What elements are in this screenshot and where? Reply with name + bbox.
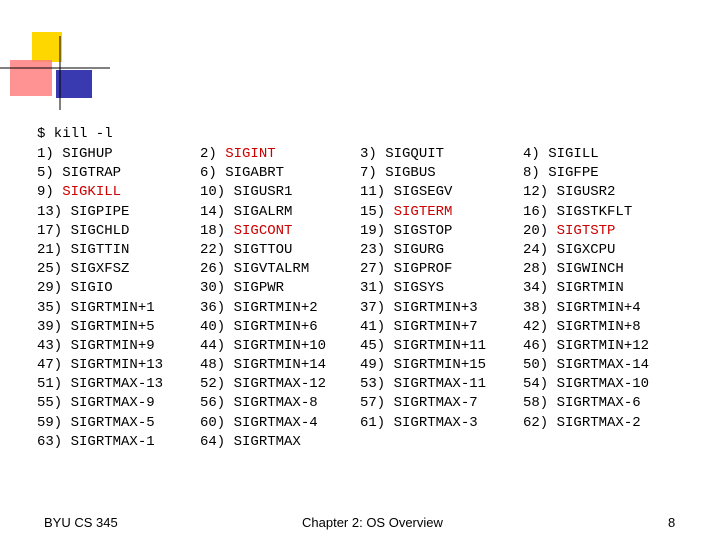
signal-number: 29): [37, 280, 63, 297]
signal-number: 52): [200, 376, 226, 393]
signal-name: SIGWINCH: [556, 261, 624, 278]
signal-number: 27): [360, 261, 386, 278]
signal-number: 54): [523, 376, 549, 393]
signal-number: 48): [200, 357, 226, 374]
signal-entry: [37, 260, 163, 279]
signal-name: SIGFPE: [548, 165, 599, 182]
signal-entry: [200, 203, 326, 222]
signal-name: SIGSTKFLT: [556, 203, 633, 220]
signal-number: 34): [523, 280, 549, 297]
signal-name: SIGRTMAX-3: [393, 414, 478, 431]
signal-entry: [523, 299, 649, 318]
signal-name: SIGSTOP: [393, 222, 453, 239]
signal-name: SIGRTMAX-4: [233, 414, 318, 431]
signal-number: 17): [37, 222, 63, 239]
signal-name: SIGXFSZ: [70, 261, 130, 278]
signal-entry: [37, 394, 163, 413]
signal-entry: [37, 299, 163, 318]
signal-name: SIGSEGV: [393, 184, 453, 201]
signal-entry: [200, 183, 326, 202]
signal-entry: [200, 433, 326, 452]
signal-entry: [360, 414, 486, 433]
signal-name: SIGRTMAX-10: [556, 376, 650, 393]
signal-number: 19): [360, 222, 386, 239]
signal-name: SIGRTMIN+4: [556, 299, 641, 316]
signal-number: 49): [360, 357, 386, 374]
signal-name: SIGTTOU: [233, 241, 293, 258]
signal-entry: [37, 318, 163, 337]
signal-name: SIGRTMIN+5: [70, 318, 155, 335]
signal-entry: [200, 279, 326, 298]
signal-entry: [360, 279, 486, 298]
signal-number: 14): [200, 203, 226, 220]
signal-name: SIGKILL: [62, 184, 122, 201]
signal-number: 41): [360, 318, 386, 335]
signal-entry: [37, 337, 163, 356]
signal-number: 55): [37, 395, 63, 412]
signal-entry: [37, 145, 163, 164]
signal-name: SIGCHLD: [70, 222, 130, 239]
signal-entry: [523, 203, 649, 222]
signal-entry: [37, 241, 163, 260]
signal-name: SIGCONT: [233, 222, 293, 239]
signal-entry: [523, 337, 649, 356]
signal-entry: [200, 164, 326, 183]
signal-entry: [523, 279, 649, 298]
signal-name: SIGBUS: [385, 165, 436, 182]
signal-entry: [200, 394, 326, 413]
signal-name: SIGILL: [548, 146, 599, 162]
signal-name: SIGRTMIN+11: [393, 337, 487, 354]
signal-entry: [360, 337, 486, 356]
signal-number: 9): [37, 184, 54, 201]
signal-column-3: [360, 145, 486, 433]
signal-number: 51): [37, 376, 63, 393]
signal-entry: [360, 356, 486, 375]
signal-number: 57): [360, 395, 386, 412]
signal-entry: [200, 145, 326, 164]
signal-number: 35): [37, 299, 63, 316]
signal-number: 36): [200, 299, 226, 316]
signal-number: 61): [360, 414, 386, 431]
signal-name: SIGRTMIN+12: [556, 337, 650, 354]
signal-name: SIGRTMIN+6: [233, 318, 318, 335]
signal-name: SIGRTMAX-6: [556, 395, 641, 412]
signal-number: 56): [200, 395, 226, 412]
signal-entry: [200, 356, 326, 375]
signal-name: SIGRTMIN+13: [70, 357, 164, 374]
signal-name: SIGRTMAX-13: [70, 376, 164, 393]
signal-entry: [37, 164, 163, 183]
signal-number: 59): [37, 414, 63, 431]
signal-entry: [360, 299, 486, 318]
signal-entry: [523, 145, 649, 164]
signal-entry: [523, 222, 649, 241]
signal-name: SIGVTALRM: [233, 261, 310, 278]
signal-entry: [360, 260, 486, 279]
signal-name: SIGRTMAX-14: [556, 357, 650, 374]
signal-number: 44): [200, 337, 226, 354]
signal-name: SIGIO: [70, 280, 113, 297]
signal-name: SIGRTMAX-9: [70, 395, 155, 412]
signal-name: SIGRTMIN+9: [70, 337, 155, 354]
signal-name: SIGRTMIN+15: [393, 357, 487, 374]
signal-name: SIGURG: [393, 241, 445, 258]
slide-logo-icon: [0, 0, 110, 110]
signal-name: SIGRTMIN+8: [556, 318, 641, 335]
signal-number: 38): [523, 299, 549, 316]
signal-number: 53): [360, 376, 386, 393]
signal-entry: [37, 414, 163, 433]
signal-entry: [360, 394, 486, 413]
signal-number: 13): [37, 203, 63, 220]
signal-name: SIGPWR: [233, 280, 285, 297]
signal-name: SIGRTMIN+14: [233, 357, 327, 374]
signal-name: SIGALRM: [233, 203, 293, 220]
signal-name: SIGTERM: [393, 203, 453, 220]
footer-center: Chapter 2: OS Overview: [302, 515, 443, 530]
signal-entry: [523, 356, 649, 375]
signal-number: 5): [37, 165, 54, 182]
signal-number: 15): [360, 203, 386, 220]
signal-number: 40): [200, 318, 226, 335]
signal-number: 8): [523, 165, 540, 182]
signal-entry: [360, 318, 486, 337]
signal-entry: [523, 394, 649, 413]
signal-number: 4): [523, 146, 540, 162]
signal-number: 60): [200, 414, 226, 431]
signal-number: 64): [200, 433, 226, 450]
signal-number: 43): [37, 337, 63, 354]
signal-column-1: [37, 145, 163, 452]
signal-name: SIGXCPU: [556, 241, 616, 258]
signal-number: 10): [200, 184, 226, 201]
signal-entry: [523, 183, 649, 202]
signal-entry: [37, 222, 163, 241]
signal-number: 30): [200, 280, 226, 297]
signal-name: SIGPROF: [393, 261, 453, 278]
signal-entry: [360, 203, 486, 222]
signal-entry: [360, 375, 486, 394]
signal-entry: [360, 241, 486, 260]
signal-entry: [200, 299, 326, 318]
signal-name: SIGABRT: [225, 165, 285, 182]
signal-entry: [523, 414, 649, 433]
signal-column-2: [200, 145, 326, 452]
signal-entry: [360, 183, 486, 202]
signal-name: SIGTTIN: [70, 241, 130, 258]
signal-entry: [37, 375, 163, 394]
signal-number: 24): [523, 241, 549, 258]
signal-name: SIGPIPE: [70, 203, 130, 220]
signal-name: SIGRTMAX-11: [393, 376, 487, 393]
signal-name: SIGRTMAX-1: [70, 433, 155, 450]
signal-number: 2): [200, 146, 217, 162]
signal-number: 50): [523, 357, 549, 374]
signal-number: 37): [360, 299, 386, 316]
signal-number: 47): [37, 357, 63, 374]
signal-name: SIGSYS: [393, 280, 445, 297]
signal-number: 18): [200, 222, 226, 239]
signal-number: 12): [523, 184, 549, 201]
footer-left: BYU CS 345: [44, 515, 118, 530]
signal-entry: [200, 375, 326, 394]
signal-name: SIGTSTP: [556, 222, 616, 239]
signal-number: 26): [200, 261, 226, 278]
signal-number: 21): [37, 241, 63, 258]
signal-entry: [360, 145, 486, 164]
signal-entry: [523, 241, 649, 260]
page-number: 8: [668, 515, 676, 530]
signal-number: 1): [37, 146, 54, 162]
signal-name: SIGRTMIN+7: [393, 318, 478, 335]
signal-name: SIGRTMAX-5: [70, 414, 155, 431]
signal-entry: [200, 318, 326, 337]
signal-entry: [200, 260, 326, 279]
signal-number: 58): [523, 395, 549, 412]
signal-name: SIGRTMIN: [556, 280, 624, 297]
signal-entry: [523, 375, 649, 394]
signal-entry: [200, 414, 326, 433]
signal-number: 20): [523, 222, 549, 239]
signal-entry: [37, 203, 163, 222]
signal-number: 6): [200, 165, 217, 182]
signal-name: SIGHUP: [62, 146, 113, 162]
signal-entry: [37, 356, 163, 375]
signal-name: SIGUSR2: [556, 184, 616, 201]
signal-number: 16): [523, 203, 549, 220]
signal-name: SIGRTMAX-12: [233, 376, 327, 393]
signal-number: 25): [37, 261, 63, 278]
signal-number: 39): [37, 318, 63, 335]
signal-name: SIGRTMIN+1: [70, 299, 155, 316]
signal-name: SIGRTMAX-2: [556, 414, 641, 431]
signal-entry: [523, 318, 649, 337]
signal-entry: [37, 183, 163, 202]
signal-number: 42): [523, 318, 549, 335]
signal-entry: [523, 260, 649, 279]
signal-entry: [360, 164, 486, 183]
signal-name: SIGRTMIN+3: [393, 299, 478, 316]
signal-entry: [37, 279, 163, 298]
signal-number: 45): [360, 337, 386, 354]
signal-number: 46): [523, 337, 549, 354]
signal-entry: [37, 433, 163, 452]
signal-entry: [200, 222, 326, 241]
signal-number: 63): [37, 433, 63, 450]
signal-name: SIGTRAP: [62, 165, 122, 182]
command-line: $ kill -l: [37, 126, 113, 142]
signal-number: 31): [360, 280, 386, 297]
signal-number: 22): [200, 241, 226, 258]
signal-number: 7): [360, 165, 377, 182]
signal-name: SIGINT: [225, 146, 276, 162]
signal-name: SIGQUIT: [385, 146, 445, 162]
signal-column-4: [523, 145, 649, 433]
signal-entry: [360, 222, 486, 241]
signal-number: 3): [360, 146, 377, 162]
signal-number: 23): [360, 241, 386, 258]
signal-name: SIGUSR1: [233, 184, 293, 201]
signal-number: 28): [523, 261, 549, 278]
signal-entry: [523, 164, 649, 183]
signal-number: 11): [360, 184, 386, 201]
signal-name: SIGRTMIN+10: [233, 337, 327, 354]
signal-number: 62): [523, 414, 549, 431]
signal-name: SIGRTMIN+2: [233, 299, 318, 316]
signal-name: SIGRTMAX: [233, 433, 301, 450]
signal-name: SIGRTMAX-8: [233, 395, 318, 412]
signal-name: SIGRTMAX-7: [393, 395, 478, 412]
signal-entry: [200, 241, 326, 260]
signal-entry: [200, 337, 326, 356]
